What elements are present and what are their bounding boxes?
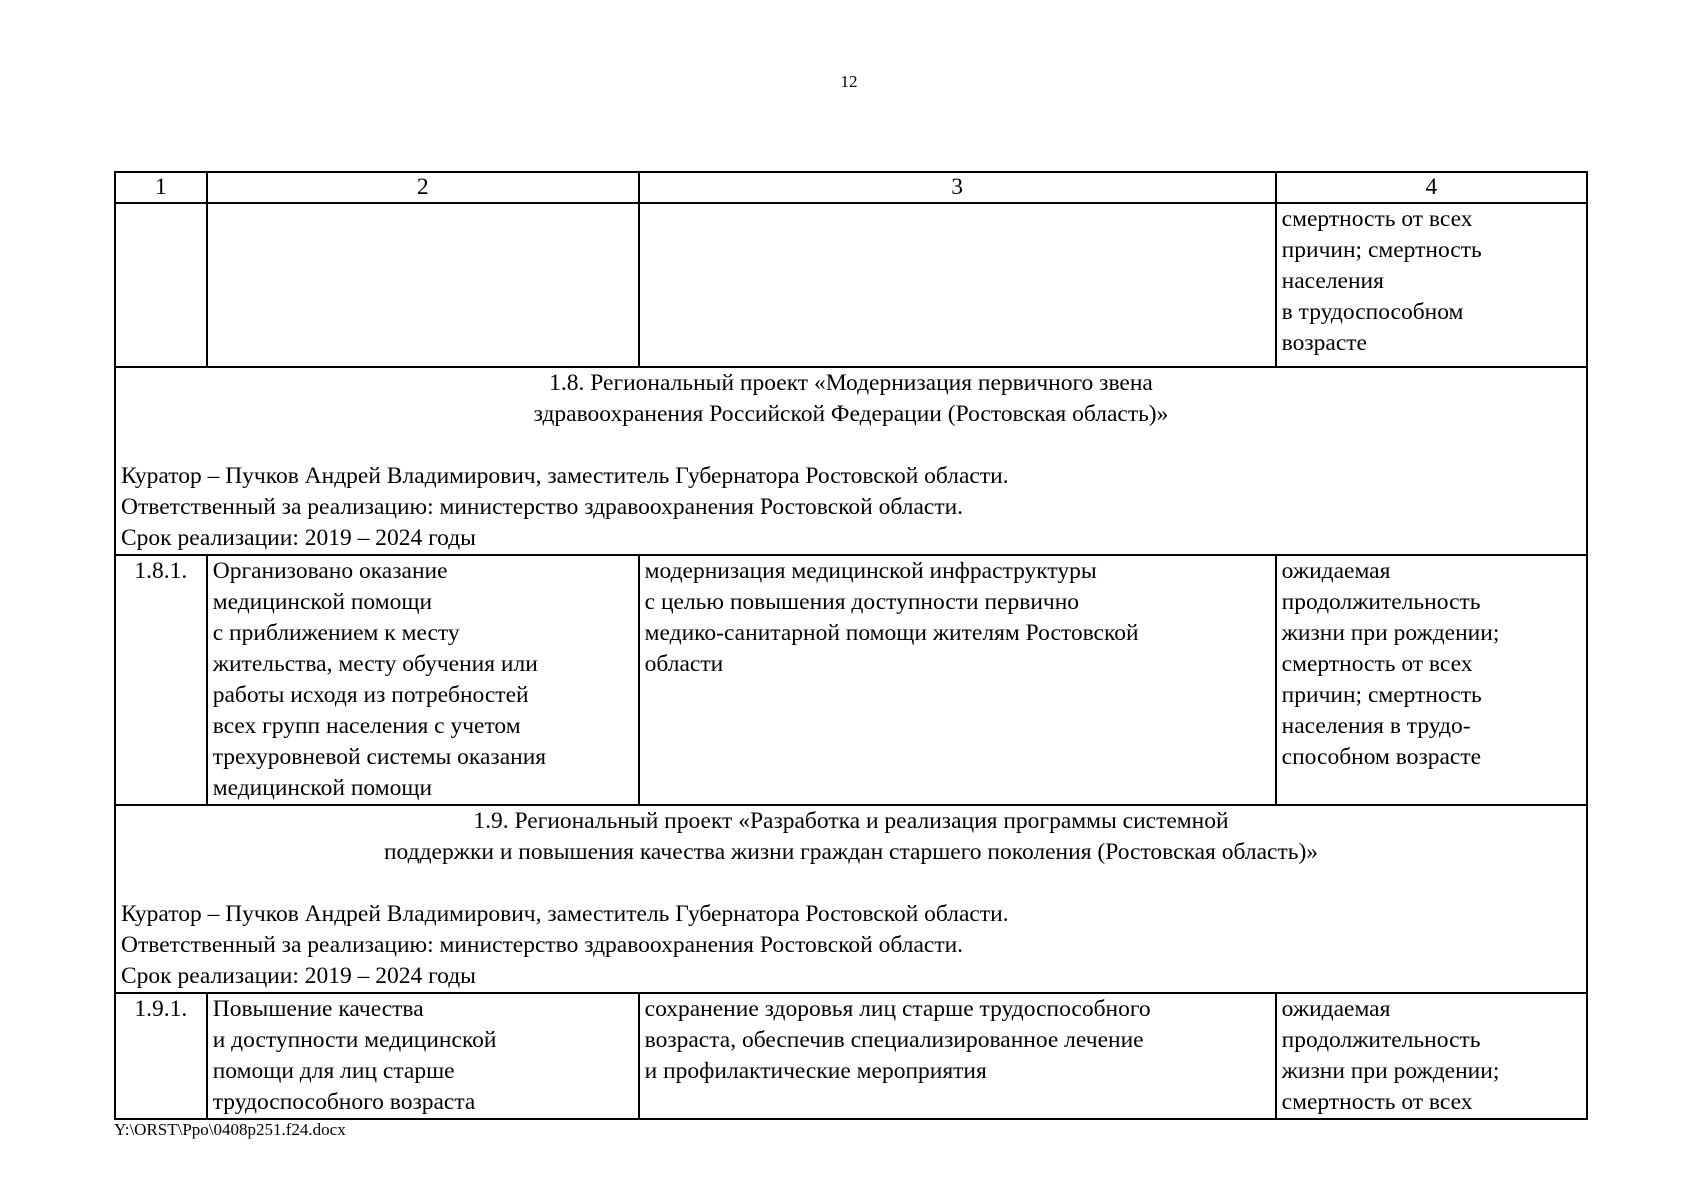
cell-line: населения в трудо- bbox=[1281, 713, 1471, 739]
page-number: 12 bbox=[840, 72, 858, 91]
table-row-1-9-1 bbox=[115, 993, 1587, 1119]
section-row-1-9 bbox=[115, 805, 1587, 993]
row-number: 1.8.1. bbox=[115, 555, 207, 805]
cell-line: области bbox=[644, 651, 724, 677]
section-title-line: здравоохранения Российской Федерации (Ростовская область)» bbox=[533, 401, 1169, 427]
footer-file-path: Y:\ORST\Ppo\0408p251.f24.docx bbox=[114, 1120, 346, 1139]
result-cell bbox=[207, 555, 639, 805]
cell-line: медицинской помощи bbox=[212, 589, 433, 615]
responsible-line: Ответственный за реализацию: министерство здравоохранения Ростовской области. bbox=[121, 494, 964, 520]
table-header-row bbox=[115, 172, 1587, 203]
cell-line: и профилактические мероприятия bbox=[644, 1058, 987, 1084]
row-number: 1.9.1. bbox=[115, 993, 207, 1119]
table-cell bbox=[207, 203, 639, 367]
section-title-line: поддержки и повышения качества жизни граждан старшего поколения (Ростовская область)» bbox=[383, 839, 1319, 865]
cell-line: способном возрасте bbox=[1281, 744, 1482, 770]
cell-line: Повышение качества bbox=[212, 996, 424, 1022]
cell-line: продолжительность bbox=[1281, 589, 1481, 615]
header-col-4: 4 bbox=[1276, 172, 1587, 203]
indicator-cell bbox=[1276, 555, 1587, 805]
cell-line: модернизация медицинской инфраструктуры bbox=[644, 558, 1097, 584]
curator-line: Куратор – Пучков Андрей Владимирович, заместитель Губернатора Ростовской области. bbox=[121, 901, 1009, 927]
cell-line: продолжительность bbox=[1281, 1027, 1481, 1053]
section-title bbox=[121, 806, 1581, 868]
section-title bbox=[121, 368, 1581, 430]
description-cell bbox=[639, 555, 1276, 805]
term-line: Срок реализации: 2019 – 2024 годы bbox=[121, 963, 476, 989]
description-cell bbox=[639, 993, 1276, 1119]
cell-line: смертность от всех bbox=[1281, 651, 1473, 677]
section-title-line: 1.8. Региональный проект «Модернизация первичного звена bbox=[549, 370, 1153, 396]
cell-line: медицинской помощи bbox=[212, 775, 433, 801]
header-col-3: 3 bbox=[639, 172, 1276, 203]
cell-line: с приближением к месту bbox=[212, 620, 460, 646]
cell-line: с целью повышения доступности первично bbox=[644, 589, 1080, 615]
cell-line: жительства, месту обучения или bbox=[212, 651, 538, 677]
cell-line: Организовано оказание bbox=[212, 558, 448, 584]
section-row-1-8 bbox=[115, 367, 1587, 555]
cell-line: помощи для лиц старше bbox=[212, 1058, 455, 1084]
cell-line: смертность от всех bbox=[1281, 206, 1473, 232]
header-col-1: 1 bbox=[115, 172, 207, 203]
cell-line: причин; смертность bbox=[1281, 237, 1482, 263]
cell-line: жизни при рождении; bbox=[1281, 1058, 1500, 1084]
cell-line: трудоспособного возраста bbox=[212, 1089, 476, 1115]
section-title-line: 1.9. Региональный проект «Разработка и реализация программы системной bbox=[473, 808, 1229, 834]
table-row-1-8-1 bbox=[115, 555, 1587, 805]
responsible-line: Ответственный за реализацию: министерство здравоохранения Ростовской области. bbox=[121, 932, 964, 958]
section-info bbox=[121, 461, 1581, 554]
section-cell bbox=[115, 805, 1587, 993]
cell-line: жизни при рождении; bbox=[1281, 620, 1500, 646]
cell-line: в трудоспособном bbox=[1281, 299, 1464, 325]
cell-line: медико-санитарной помощи жителям Ростовской bbox=[644, 620, 1139, 646]
cell-line: трехуровневой системы оказания bbox=[212, 744, 547, 770]
cell-line: ожидаемая bbox=[1281, 996, 1391, 1022]
cell-line: ожидаемая bbox=[1281, 558, 1391, 584]
table-row-continued bbox=[115, 203, 1587, 367]
program-table bbox=[114, 171, 1588, 1120]
cell-line: сохранение здоровья лиц старше трудоспособного bbox=[644, 996, 1151, 1022]
cell-line: всех групп населения с учетом bbox=[212, 713, 521, 739]
table-cell bbox=[639, 203, 1276, 367]
indicator-cell bbox=[1276, 203, 1587, 367]
table-cell bbox=[115, 203, 207, 367]
cell-line: населения bbox=[1281, 268, 1384, 294]
cell-line: причин; смертность bbox=[1281, 682, 1482, 708]
cell-line: возраста, обеспечив специализированное лечение bbox=[644, 1027, 1144, 1053]
cell-line: возрасте bbox=[1281, 330, 1367, 356]
header-col-2: 2 bbox=[207, 172, 639, 203]
cell-line: и доступности медицинской bbox=[212, 1027, 497, 1053]
section-cell bbox=[115, 367, 1587, 555]
indicator-cell bbox=[1276, 993, 1587, 1119]
term-line: Срок реализации: 2019 – 2024 годы bbox=[121, 525, 476, 551]
section-info bbox=[121, 899, 1581, 992]
cell-line: работы исходя из потребностей bbox=[212, 682, 529, 708]
result-cell bbox=[207, 993, 639, 1119]
curator-line: Куратор – Пучков Андрей Владимирович, заместитель Губернатора Ростовской области. bbox=[121, 463, 1009, 489]
cell-line: смертность от всех bbox=[1281, 1089, 1473, 1115]
